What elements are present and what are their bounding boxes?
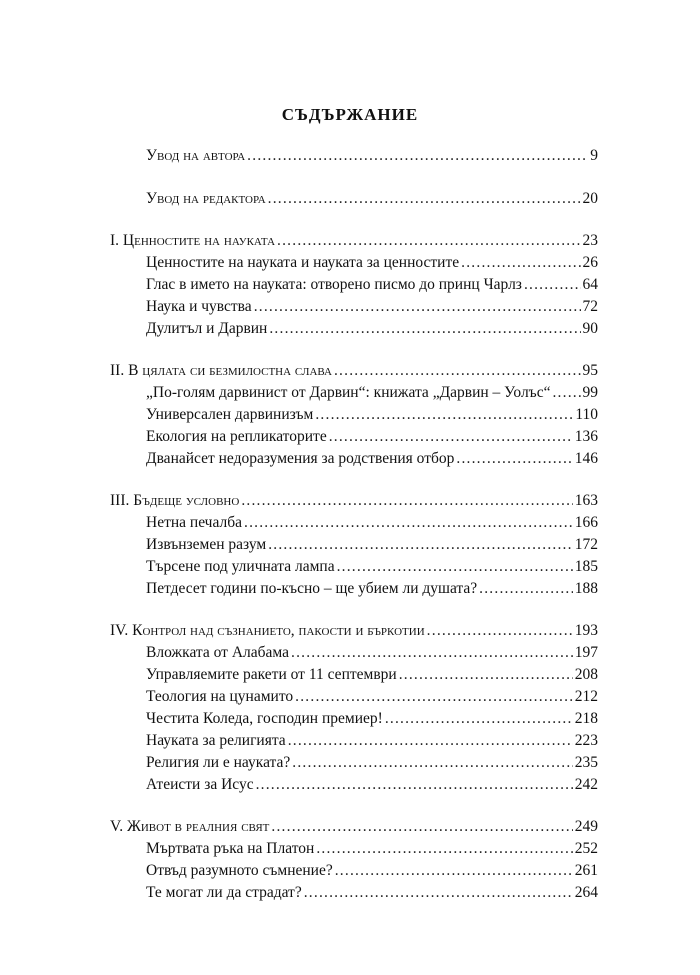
toc-entry-row [146,754,598,776]
toc-title-initial: У [146,147,157,164]
dot-leader [315,406,573,424]
page-number: 212 [574,688,598,705]
toc-entry-row [146,580,598,602]
toc-entry-row [146,190,598,212]
page-title: СЪДЪРЖАНИЕ [281,105,419,124]
dot-leader [269,320,580,338]
dot-leader [295,688,573,706]
toc-entry-row [146,688,598,710]
toc-entry-row [146,536,598,558]
toc-title: „По-голям дарвинист от Дарвин“: книжата „Дарвин – Уолъс“ [146,384,551,401]
toc-title [146,147,245,165]
dot-leader [244,514,573,532]
dot-leader [427,622,573,640]
page-number: 172 [574,536,598,553]
toc-entry-row [146,732,598,754]
page-number: 193 [574,622,598,639]
toc-title-initial: IV. К [110,622,143,639]
toc-title: Извънземен разум [146,536,267,553]
toc-title: Универсален дарвинизъм [146,406,314,423]
page-number: 264 [574,884,598,901]
dot-leader [254,298,581,316]
page-number: 163 [574,492,598,509]
toc-part-row [110,622,598,644]
toc-entry-row [146,776,598,798]
page-number: 20 [582,190,598,207]
toc-title: Честита Коледа, господин премиер! [146,710,383,727]
toc-title-rest: онтрол над съзнанието, пакости и бъркотии [142,622,425,639]
toc-entry-row [146,450,598,472]
toc-title: Петдесет години по-късно – ще убием ли душата? [146,580,478,597]
toc-entry-row [146,644,598,666]
toc-title: Атеисти за Исус [146,776,254,793]
page-number: 218 [574,710,598,727]
toc-title [110,622,425,640]
toc-entry-row [146,406,598,428]
dot-leader [247,147,588,165]
dot-leader [399,666,573,684]
dot-leader [292,754,572,772]
dot-leader [329,428,573,446]
toc-entry-row [146,298,598,320]
dot-leader [334,362,581,380]
dot-leader [304,884,573,902]
toc-entry-row [146,428,598,450]
toc-title-rest: вод на редактора [156,190,266,207]
page-number: 9 [590,147,598,164]
dot-leader [268,536,573,554]
page-number: 136 [574,428,598,445]
dot-leader [241,492,572,510]
page-number: 252 [574,840,598,857]
toc-entry-row [146,666,598,688]
toc-title: Дванайсет недоразумения за родствения отбор [146,450,455,467]
page-number: 166 [574,514,598,531]
page-number: 197 [574,644,598,661]
toc-title: Екология на репликаторите [146,428,327,445]
toc-entry-row [146,862,598,884]
toc-entry-row [146,884,598,906]
toc-title-initial: III. Б [110,492,143,509]
dot-leader [552,384,580,402]
toc-title-initial: V. Ж [110,818,141,835]
dot-leader [456,450,572,468]
toc-entry-row [146,147,598,169]
page-number: 95 [582,362,598,379]
page-number: 26 [582,254,598,271]
toc-title-initial: У [146,190,157,207]
page-number: 242 [574,776,598,793]
toc-title: Отвъд разумното съмнение? [146,862,333,879]
toc-part-row [110,492,598,514]
toc-title: Религия ли е науката? [146,754,291,771]
page-number: 72 [582,298,598,315]
page-number: 185 [574,558,598,575]
toc-part-row [110,818,598,840]
dot-leader [291,644,573,662]
page-number: 64 [582,276,598,293]
toc-title: Нетна печалба [146,514,242,531]
page-number: 188 [574,580,598,597]
dot-leader [288,732,573,750]
dot-leader [385,710,573,728]
toc-title: Управляемите ракети от 11 септември [146,666,397,683]
toc-title-initial: II. В [110,362,139,379]
dot-leader [316,840,572,858]
toc-title [110,818,269,836]
toc-title: Глас в името на науката: отворено писмо до принц Чарлз [146,276,522,293]
page-number: 110 [575,406,598,423]
dot-leader [268,190,581,208]
toc-part-row [110,362,598,384]
page-number: 249 [574,818,598,835]
toc-title [146,190,266,208]
toc-title [110,362,332,380]
toc-entry-row [146,276,598,298]
toc-title: Наука и чувства [146,298,252,315]
toc-title: Вложката от Алабама [146,644,289,661]
toc-title [110,492,239,510]
toc-entry-row [146,384,598,406]
toc-title-rest: вод на автора [156,147,246,164]
dot-leader [461,254,580,272]
toc-entry-row [146,320,598,342]
toc-entry-row [146,514,598,536]
dot-leader [337,558,573,576]
toc-part-row [110,232,598,254]
dot-leader [479,580,573,598]
page-number: 146 [574,450,598,467]
toc-title-initial: I. Ц [110,232,135,249]
page-number: 90 [582,320,598,337]
page-number: 261 [574,862,598,879]
toc-title [110,232,275,250]
dot-leader [256,776,573,794]
toc-title-rest: ивот в реалния свят [140,818,270,835]
toc-title: Дулитъл и Дарвин [146,320,268,337]
toc-entry-row [146,558,598,580]
toc-title: Ценностите на науката и науката за ценностите [146,254,460,271]
toc-title: Мъртвата ръка на Платон [146,840,315,857]
toc-entry-row [146,254,598,276]
toc-title: Търсене под уличната лампа [146,558,335,575]
toc-title-rest: цялата си безмилостна слава [138,362,332,379]
toc-title-rest: енностите на науката [134,232,276,249]
toc-title: Те могат ли да страдат? [146,884,302,901]
dot-leader [524,276,581,294]
page-number: 208 [574,666,598,683]
toc-entry-row [146,840,598,862]
page-number: 223 [574,732,598,749]
dot-leader [277,232,580,250]
page-number: 99 [582,384,598,401]
toc-title: Теология на цунамито [146,688,294,705]
page-number: 235 [574,754,598,771]
dot-leader [271,818,572,836]
dot-leader [335,862,573,880]
toc-entry-row [146,710,598,732]
toc-title-rest: ъдеще условно [142,492,240,509]
toc-title: Науката за религията [146,732,286,749]
page-number: 23 [582,232,598,249]
